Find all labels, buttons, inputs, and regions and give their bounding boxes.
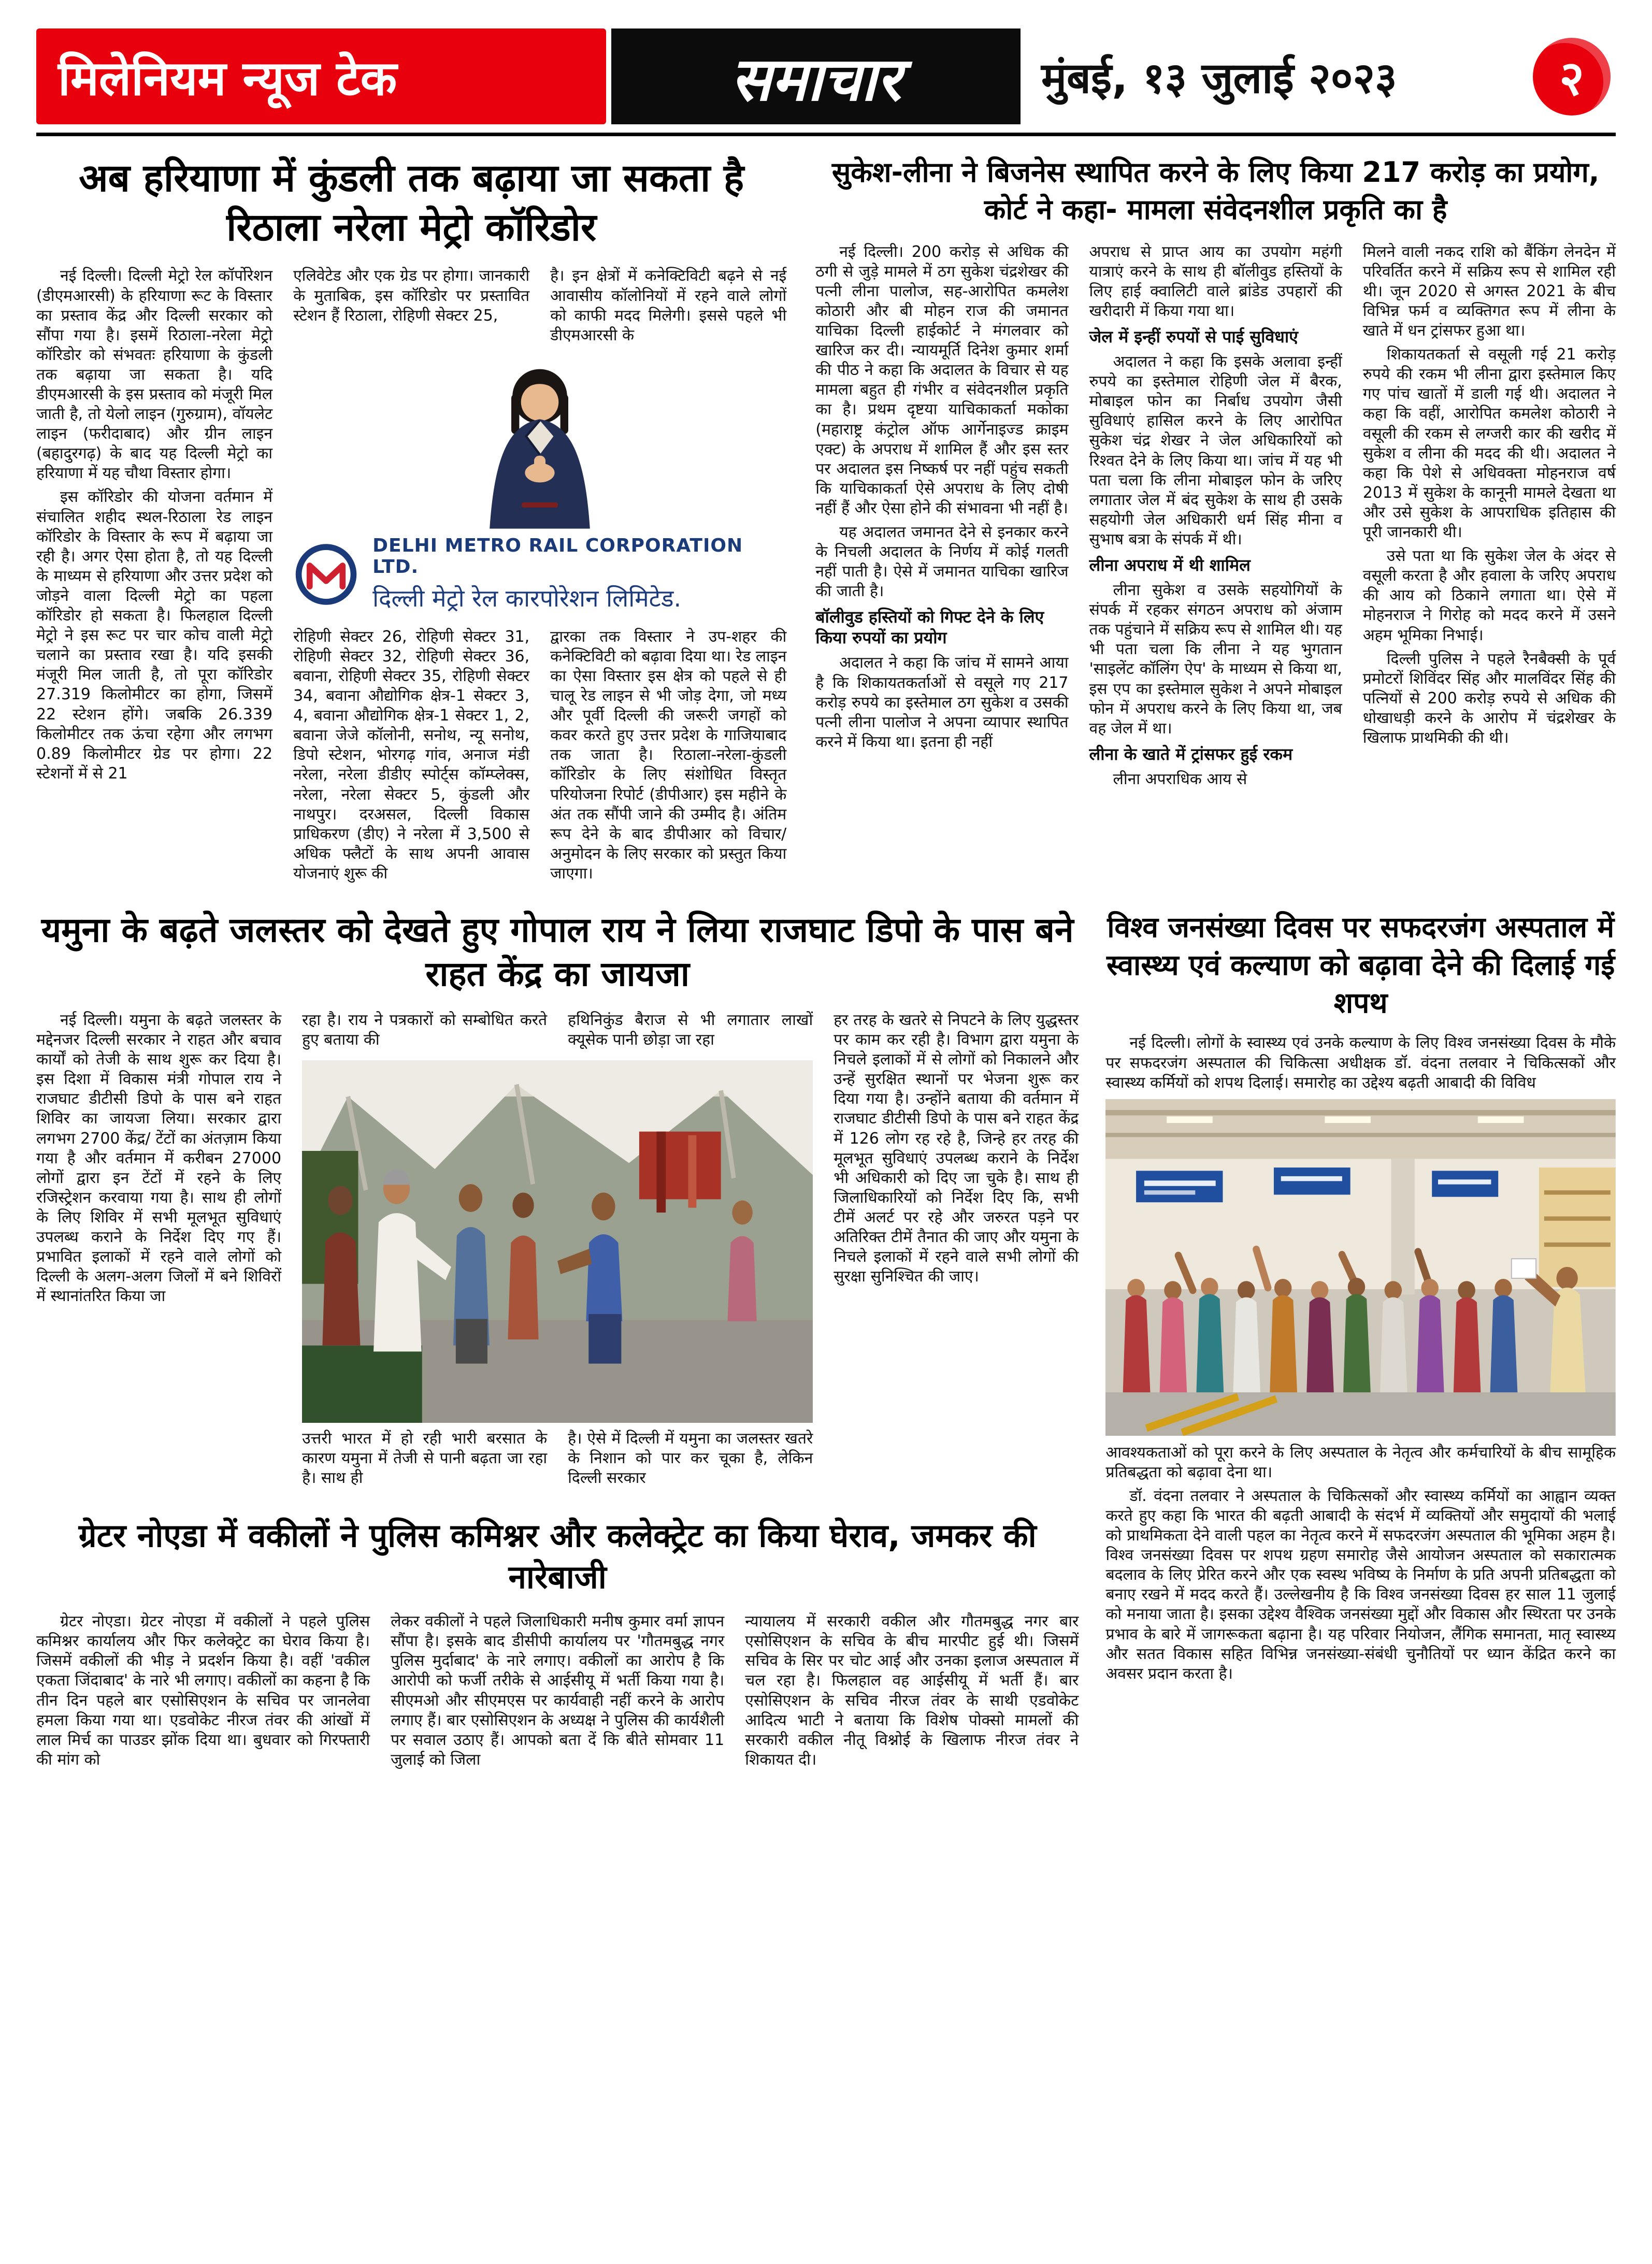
paragraph: नई दिल्ली। यमुना के बढ़ते जलस्तर के मद्देनजर दिल्ली सरकार ने राहत और बचाव कार्यों को तेजी के साथ शुरू कर दिया है। इस दिशा में विकास मंत्री गोपाल राय ने राजघाट डीटीसी डिपो के पास बने राहत शिविर का जायजा लिया। सरकार द्वारा लगभग 2700 केंद्र/ टेंटों का अंतज़ाम किया गया है और वर्तमान में करीबन 27000 लोगों द्वारा इन टेंटों में रहने के लिए रजिस्ट्रेशन करवाया गया है। साथ ही लोगों के लिए शिविर में सभी मूलभूत सुविधाएं उपलब्ध कराने के निर्देश दिए गए हैं। प्रभावित इलाकों में रहने वाले लोगों को दिल्ली के अलग-अलग जिलों में बने शिविरों में स्थानांतरित किया जा — [36, 1011, 282, 1306]
paragraph: नई दिल्ली। लोगों के स्वास्थ्य एवं उनके कल्याण के लिए विश्व जनसंख्या दिवस के मौके पर सफदरजंग अस्पताल की चिकित्सा अधीक्षक डॉ. वंदना तलवार ने चिकित्सकों और स्वास्थ्य कर्मियों को शपथ दिलाई। समारोह का उद्देश्य बढ़ती आबादी की विविध — [1105, 1034, 1616, 1092]
article-yamuna-relief — [36, 909, 1079, 1492]
paragraph: हथिनिकुंड बैराज से भी लगातार लाखों क्यूसेक पानी छोड़ा जा रहा — [568, 1011, 813, 1049]
subheading: लीना के खाते में ट्रांसफर हुई रकम — [1089, 744, 1293, 764]
subheading: जेल में इन्हीं रुपयों से पाई सुविधाएं — [1089, 327, 1298, 347]
masthead-right — [1021, 28, 1616, 124]
metro-columns — [36, 266, 786, 888]
paragraph: दिल्ली पुलिस ने पहले रैनबैक्सी के पूर्व प्रमोटरों शिविंदर सिंह और मालविंदर सिंह की पत्नियों से 200 करोड़ रुपये से अधिक की धोखाधड़ी करने के आरोप में चंद्रशेखर के खिलाफ प्राथमिकी की थी। — [1362, 650, 1616, 747]
paragraph: हर तरह के खतरे से निपटने के लिए युद्धस्तर पर काम कर रही है। विभाग द्वारा यमुना के निचले इलाकों में से लोगों को निकालने और उन्हें सुरक्षित स्थानों पर भेजना शुरू कर दिया गया है। उन्होंने बताया की वर्तमान में राजघाट डीटीसी डिपो के पास बने राहत केंद्र में 126 लोग रह रहे है, जिन्हे हर तरह की मूलभूत सुविधाएं उपलब्ध कराने के निर्देश भी अधिकारी को दिए जा चुके है। साथ ही जिलाधिकारियों को निर्देश दिए कि, सभी टीमें अलर्ट पर रहे और जरुरत पड़ने पर अतिरिक्त टीमें तैनात की जाए और यमुना के निचले इलाकों में रहने वाले सभी लोगों की सुरक्षा सुनिश्चित की जाए। — [834, 1011, 1079, 1286]
paragraph: लेकर वकीलों ने पहले जिलाधिकारी मनीष कुमार वर्मा ज्ञापन सौंपा है। इसके बाद डीसीपी कार्यालय पर 'गौतमबुद्ध नगर पुलिस मुर्दाबाद' के नारे लगाए। वकीलों का आरोप है कि आरोपी को फर्जी तरीके से आईसीयू में भर्ती किया गया है। सीएमओ और सीएमएस पर कार्यवाही नहीं करने के आरोप लगाए हैं। बार एसोसिएशन के अध्यक्ष ने पुलिस की कार्यशैली पर सवाल उठाए हैं। आपको बता दें कि बीते सोमवार 11 जुलाई को जिला — [391, 1612, 725, 1769]
lawyers-columns — [36, 1612, 1079, 1774]
headline-population: विश्व जनसंख्या दिवस पर सफदरजंग अस्पताल में स्वास्थ्य एवं कल्याण को बढ़ावा देने की दिलाई गई शपथ — [1107, 911, 1615, 1020]
paragraph: यह अदालत जमानत देने से इनकार करने के निचली अदालत के निर्णय में कोई गलती नहीं पाती है। ऐसे में जमानत याचिका खारिज की जाती है। — [815, 523, 1069, 601]
paragraph: न्यायालय में सरकारी वकील और गौतमबुद्ध नगर बार एसोसिएशन के सचिव के बीच मारपीट हुई थी। जिसमें सचिव के सिर पर चोट आई और उनका इलाज अस्पताल में चल रहा है। फिलहाल वह आईसीयू में भर्ती हैं। बार एसोसिएशन के सचिव नीरज तंवर के साथी एडवोकेट आदित्य भाटी ने बताया कि विशेष पोक्सो मामलों की सरकारी वकील नीतू विश्नोई के खिलाफ नीरज तंवर ने शिकायत दी। — [745, 1612, 1079, 1769]
paragraph: अपराध से प्राप्त आय का उपयोग महंगी यात्राएं करने के साथ ही बॉलीवुड हस्तियों के लिए हाई क्वालिटी वाले ब्रांडेड उपहारों की खरीदारी में किया गया था। — [1089, 242, 1342, 320]
masthead-rule — [36, 133, 1616, 136]
paragraph: एलिवेटेड और एक ग्रेड पर होगा। जानकारी के मुताबिक, इस कॉरिडोर पर प्रस्तावित स्टेशन हैं रिठाला, रोहिणी सेक्टर 25, — [293, 267, 530, 325]
top-row — [36, 154, 1616, 888]
paragraph: अदालत ने कहा कि इसके अलावा इन्हीं रुपये का इस्तेमाल रोहिणी जेल में बैरक, मोबाइल फोन का निर्बाध उपयोग जैसी सुविधाएं हासिल करने के लिए आरोपित सुकेश चंद्र शेखर ने जेल अधिकारियों को रिश्वत देने के लिए किया था। जांच में यह भी पता चला कि लीना मोबाइल फोन के जरिए लगातार जेल में बंद सुकेश के साथ ही उसके सहयोगी जेल अधिकारी धर्म सिंह मीना व सुभाष बत्रा के संपर्क में थी। — [1089, 353, 1342, 549]
text-column — [1089, 242, 1342, 794]
dmrc-logo-icon — [293, 541, 359, 608]
bottom-section — [36, 909, 1616, 1774]
article-metro-corridor — [36, 154, 786, 888]
subheading: लीना अपराध में थी शामिल — [1089, 555, 1251, 575]
masthead — [36, 28, 1616, 124]
headline-sukesh: सुकेश-लीना ने बिजनेस स्थापित करने के लिए किया 217 करोड़ का प्रयोग, कोर्ट ने कहा- मामला संवेदनशील प्रकृति का है — [831, 156, 1600, 226]
headline-metro: अब हरियाणा में कुंडली तक बढ़ाया जा सकता है रिठाला नरेला मेट्रो कॉरिडोर — [79, 156, 744, 250]
dmrc-caption-row — [293, 535, 786, 614]
paragraph: डॉ. वंदना तलवार ने अस्पताल के चिकित्सकों और स्वास्थ्य कर्मियों का आह्वान व्यक्त करते हुए कहा कि भारत की बढ़ती आबादी के संदर्भ में व्यक्तियों और समुदायों की भलाई को प्राथमिकता देने वाली पहल का नेतृत्व करने में सफदरजंग अस्पताल की भूमिका अहम है। विश्व जनसंख्या दिवस पर शपथ ग्रहण समारोह जैसे आयोजन अस्पताल को सकारात्मक बदलाव के लिए प्रेरित करने और एक स्वस्थ भविष्य के निर्माण के प्रति अपनी प्रतिबद्धता को बनाए रखने में मदद करते हैं। उल्लेखनीय है कि विश्व जनसंख्या दिवस हर साल 11 जुलाई को मनाया जाता है। इसका उद्देश्य वैश्विक जनसंख्या मुद्दों और विकास और स्थिरता पर उनके प्रभाव के बारे में जागरूकता बढ़ाना है। यह परिवार नियोजन, लैंगिक समानता, मातृ स्वास्थ्य और सतत विकास सहित विभिन्न जनसंख्या-संबंधी चुनौतियों पर ध्यान केंद्रित करने का अवसर प्रदान करता है। — [1105, 1487, 1616, 1683]
paragraph: नई दिल्ली। दिल्ली मेट्रो रेल कॉर्पोरेशन (डीएमआरसी) के हरियाणा रूट के विस्तार का प्रस्ताव केंद्र और दिल्ली सरकार को सौंपा गया है। इसमें रिठाला-नरेला मेट्रो कॉरिडोर को संभवतः हरियाणा के कुंडली तक बढ़ाया जा सकता है। यदि डीएमआरसी के इस प्रस्ताव को मंजूरी मिल जाती है, तो येलो लाइन (गुरुग्राम), वॉयलेट लाइन (फरीदाबाद) और ग्रीन लाइन (बहादुरगढ़) के बाद यह दिल्ली मेट्रो का हरियाणा में यह चौथा विस्तार होगा। — [36, 267, 273, 483]
paragraph: रोहिणी सेक्टर 26, रोहिणी सेक्टर 31, रोहिणी सेक्टर 32, रोहिणी सेक्टर 36, बवाना, रोहिणी सेक्टर 35, रोहिणी सेक्टर 34, बवाना औद्योगिक क्षेत्र-1 सेक्टर 3, 4, बवाना औद्योगिक क्षेत्र-1 सेक्टर 1, 2, बवाना जेजे कॉलोनी, सनोथ, न्यू सनोथ, डिपो स्टेशन, भोरगढ़ गांव, अनाज मंडी नरेला, नरेला डीडीए स्पोर्ट्स कॉम्प्लेक्स, नरेला, नरेला सेक्टर 5, कुंडली और नाथपुर। दरअसल, दिल्ली विकास प्राधिकरण (डीए) ने नरेला में 3,500 से अधिक फ्लैटों के साथ अपनी आवास योजनाएं शुरू की — [293, 627, 530, 883]
paragraph: शिकायतकर्ता से वसूली गई 21 करोड़ रुपये की रकम भी लीना द्वारा इस्तेमाल किए गए पांच खातों में डाली गई थी। अदालत ने कहा कि वहीं, आरोपित कमलेश कोठारी ने वसूली की रकम से लग्जरी कार की खरीद में सुकेश व लीना की मदद की थी। अदालत ने कहा कि पेशे से अधिवक्ता मोहनराज वर्ष 2013 में सुकेश के कानूनी मामले देखता था और उसे सुकेश के आपराधिक इतिहास की पूरी जानकारी थी। — [1362, 345, 1616, 542]
dateline: मुंबई, १३ जुलाई २०२३ — [1041, 53, 1397, 103]
paragraph: उसे पता था कि सुकेश जेल के अंदर से वसूली करता है और हवाला के जरिए अपराध की आय को ठिकाने लगाता था। ऐसे में मोहनराज ने गिरोह को मदद करने में उसने अहम भूमिका निभाई। — [1362, 547, 1616, 644]
headline-yamuna: यमुना के बढ़ते जलस्तर को देखते हुए गोपाल राय ने लिया राजघाट डिपो के पास बने राहत केंद्र का जायजा — [41, 910, 1074, 994]
paragraph: लीना सुकेश व उसके सहयोगियों के संपर्क में रहकर संगठन अपराध को अंजाम तक पहुंचाने में सक्रिय रूप से शामिल थी। यह भी पता चला कि लीना ने यह भुगतान 'साइलेंट कॉलिंग ऐप' के माध्यम से किया था, इस एप का इस्तेमाल सुकेश ने अपने मोबाइल फोन में अपराध करने के लिए किया था, जब वह जेल में था। — [1089, 581, 1342, 738]
relief-camp-photo — [302, 1060, 813, 1423]
headline-lawyers: ग्रेटर नोएडा में वकीलों ने पुलिस कमिश्नर और कलेक्ट्रेट का किया घेराव, जमकर की नारेबाजी — [78, 1517, 1037, 1596]
paragraph: है। इन क्षेत्रों में कनेक्टिविटी बढ़ने से नई आवासीय कॉलोनियों में रहने वाले लोगों को काफी मदद मिलेगी। इससे पहले भी डीएमआरसी के — [550, 267, 787, 344]
paragraph: इस कॉरिडोर की योजना वर्तमान में संचालित शहीद स्थल-रिठाला रेड लाइन कॉरिडोर के विस्तार के रूप में बढ़ाया जा रही है। अगर ऐसा होता है, तो यह दिल्ली के माध्यम से हरियाणा और उत्तर प्रदेश को जोड़ने वाला दिल्ली मेट्रो का पहला कॉरिडोर हो सकता है। फिलहाल दिल्ली मेट्रो ने इस रूट पर चार कोच वाली मेट्रो चलाने का प्रस्ताव रखा है। यदि इसकी मंजूरी मिल जाती है, तो पूरा कॉरिडोर 27.319 किलोमीटर का होगा, जिसमें 22 स्टेशन होंगे। जबकि 26.339 किलोमीटर तक ऊंचा रहेगा और लगभग 0.89 किलोमीटर ग्रेड पर होगा। 22 स्टेशनों में से 21 — [36, 488, 273, 783]
paragraph: ग्रेटर नोएडा। ग्रेटर नोएडा में वकीलों ने पहले पुलिस कमिश्नर कार्यालय और फिर कलेक्ट्रेट का घेराव किया है। जिसमें वकीलों की भीड़ ने प्रदर्शन किया है। वहीं 'वकील एकता जिंदाबाद' के नारे भी लगाए। वकीलों का कहना है कि तीन दिन पहले बार एसोसिएशन के सचिव पर जानलेवा हमला किया गया था। एडवोकेट नीरज तंवर की आंखों में लाल मिर्च का पाउडर झोंक दिया था। बुधवार को गिरफ्तारी की मांग को — [36, 1612, 370, 1769]
paragraph: रहा है। राय ने पत्रकारों को सम्बोधित करते हुए बताया की — [302, 1011, 548, 1049]
paragraph: है। ऐसे में दिल्ली में यमुना का जलस्तर खतरे के निशान को पार कर चूका है, लेकिन दिल्ली सरकार — [568, 1430, 813, 1488]
subheading: बॉलीवुड हस्तियों को गिफ्ट देने के लिए किया रुपयों का प्रयोग — [815, 607, 1044, 648]
metro-attendant-illustration — [454, 360, 625, 531]
sukesh-columns — [815, 242, 1616, 794]
paper-brand: मिलेनियम न्यूज टेक — [36, 28, 606, 124]
paragraph: उत्तरी भारत में हो रही भारी बरसात के कारण यमुना में तेजी से पानी बढ़ता जा रहा है। साथ ही — [302, 1430, 548, 1488]
section-title: समाचार — [611, 28, 1021, 124]
article-lawyers-protest — [36, 1515, 1079, 1773]
paragraph: नई दिल्ली। 200 करोड़ से अधिक की ठगी से जुड़े मामले में ठग सुकेश चंद्रशेखर की पत्नी लीना पालोज, सह-आरोपित कमलेश कोठारी और बी मोहन राज की जमानत याचिका दिल्ली हाईकोर्ट ने मंगलवार को खारिज कर दी। न्यायमूर्ति दिनेश कुमार शर्मा की पीठ ने कहा कि अदालत के विचार से यह मामला बहुत ही गंभीर व संवेदनशील प्रकृति का है। प्रथम दृष्टया याचिकाकर्ता मकोका (महाराष्ट्र कंट्रोल ऑफ आर्गेनाइज्ड क्राइम एक्ट) के अपराध में शामिल हैं और इस स्तर पर अदालत इस निष्कर्ष पर नहीं पहुंच सकती कि याचिकाकर्ता ऐसे अपराध के लिए दोषी नहीं हैं और ऐसा होने की संभावना भी नहीं है। — [815, 242, 1069, 517]
bottom-left-stack — [36, 909, 1079, 1774]
paragraph: मिलने वाली नकद राशि को बैंकिंग लेनदेन में परिवर्तित करने में सक्रिय रूप से शामिल रही थी। जून 2020 से अगस्त 2021 के बीच विभिन्न फर्म व व्यक्तिगत रूप में लीना के खाते में धन ट्रांसफर हुआ था। — [1362, 242, 1616, 340]
paragraph: आवश्यकताओं को पूरा करने के लिए अस्पताल के नेतृत्व और कर्मचारियों के बीच सामूहिक प्रतिबद्धता को बढ़ावा देना था। — [1105, 1443, 1616, 1481]
page-number-badge: २ — [1533, 38, 1611, 116]
hospital-pledge-photo — [1105, 1099, 1616, 1436]
text-column — [815, 242, 1068, 794]
text-column — [36, 266, 272, 888]
yamuna-columns — [36, 1011, 1079, 1492]
article-population-day — [1105, 909, 1616, 1774]
dmrc-image — [293, 356, 786, 621]
dmrc-caption-text — [372, 535, 786, 614]
paragraph: द्वारका तक विस्तार ने उप-शहर की कनेक्टिविटी को बढ़ावा दिया था। रेड लाइन का ऐसा विस्तार इस क्षेत्र को पहले से ही चालू रेड लाइन से भी जोड़ देगा, जो मध्य और पूर्वी दिल्ली की जरूरी जगहों को कवर करते हुए उत्तर प्रदेश के गाजियाबाद तक जाता है। रिठाला-नरेला-कुंडली कॉरिडोर के लिए संशोधित विस्तृत परियोजना रिपोर्ट (डीपीआर) इस महीने के अंत तक सौंपी जाने की उम्मीद है। अंतिम रूप देने के बाद डीपीआर को विचार/अनुमोदन के लिए सरकार को प्रस्तुत किया जाएगा। — [550, 627, 787, 883]
article-sukesh-leena — [815, 154, 1616, 888]
dmrc-caption-english: DELHI METRO RAIL CORPORATION LTD. — [372, 535, 743, 578]
paragraph: अदालत ने कहा कि जांच में सामने आया है कि शिकायतकर्ताओं से वसूले गए 217 करोड़ रुपये का इस्तेमाल ठग सुकेश व उसकी पत्नी लीना पालोज ने अपना व्यापार स्थापित करने में किया था। इतना ही नहीं — [815, 654, 1069, 751]
paragraph: लीना अपराधिक आय से — [1113, 770, 1247, 788]
dmrc-caption-hindi: दिल्ली मेट्रो रेल कारपोरेशन लिमिटेड. — [372, 584, 682, 612]
text-column — [1363, 242, 1616, 794]
